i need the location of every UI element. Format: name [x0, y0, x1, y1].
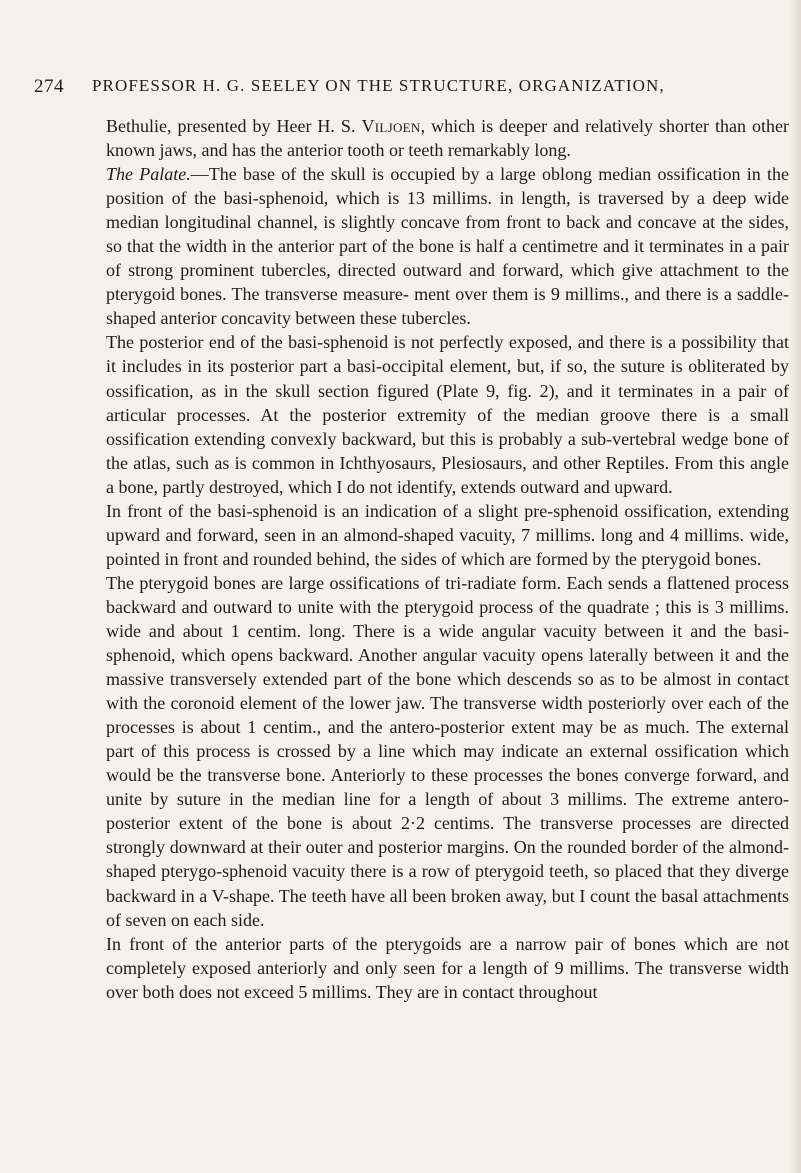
paragraph-4: In front of the basi-sphenoid is an indication of a slight pre-sphenoid ossification, extending upward and forward, seen in an almond-shaped vacuity, 7 millims. long and 4 millims. wide, pointed in front and rounded behind, the sides of which are formed by the pterygoid bones.: [106, 500, 789, 569]
paragraph-6: In front of the anterior parts of the pterygoids are a narrow pair of bones which are not completely exposed anteriorly and only seen for a length of 9 millims. The transverse width over both does not exceed 5 millims. They are in contact throughout: [106, 933, 789, 1002]
body-text: [106, 114, 789, 1004]
paragraph-1-name: Viljoen: [361, 116, 421, 136]
running-head-title: PROFESSOR H. G. SEELEY ON THE STRUCTURE, ORGANIZATION,: [92, 76, 665, 95]
paragraph-3: The posterior end of the basi-sphenoid is not perfectly exposed, and there is a possibility that it includes in its posterior part a basi-occipital element, but, if so, the suture is obliterated by ossification, as in the skull section figured (Plate 9, fig. 2), and it terminates in a pair of articular processes. At the posterior extremity of the median groove there is a small ossification extending convexly backward, but this is probably a sub-vertebral wedge bone of the atlas, such as is common in Ichthyosaurs, Plesiosaurs, and other Reptiles. From this angle a bone, partly destroyed, which I do not identify, extends outward and upward.: [106, 332, 789, 497]
paragraph-5: The pterygoid bones are large ossifications of tri-radiate form. Each sends a flattened process backward and outward to unite with the pterygoid process of the quadrate ; this is 3 millims. wide and about 1 centim. long. There is a wide angular vacuity between it and the basi-sphenoid, which opens backward. Another angular vacuity opens laterally between it and the massive transversely extended part of the bone which descends so as to be almost in contact with the coronoid element of the lower jaw. The transverse width posteriorly over each of the processes is about 1 centim., and the antero-posterior extent may be as much. The external part of this process is crossed by a line which may indicate an external ossification which would be the transverse bone. Anteriorly to these processes the bones converge forward, and unite by suture in the median line for a length of about 3 millims. The extreme antero- posterior extent of the bone is about 2·2 centims. The transverse processes are directed strongly downward at their outer and posterior margins. On the rounded border of the almond-shaped pterygo-sphenoid vacuity there is a row of pterygoid teeth, so placed that they diverge backward in a V-shape. The teeth have all been broken away, but I count the basal attachments of seven on each side.: [106, 572, 789, 930]
paragraph-2-text: —The base of the skull is occupied by a large oblong median ossification in the position of the basi-sphenoid, which is 13 millims. in length, is traversed by a deep wide median longitudinal channel, is slightly concave from front to back and concave at the sides, so that the width in the anterior part of the bone is half a centimetre and it terminates in a pair of strong prominent tubercles, directed outward and forward, which give attachment to the pterygoid bones. The transverse measure- ment over them is 9 millims., and there is a saddle-shaped anterior concavity between these tubercles.: [106, 164, 790, 329]
paragraph-1-pre: Bethulie, presented by Heer H. S.: [106, 116, 362, 136]
paragraph-1: [106, 114, 789, 162]
page-number: 274: [34, 76, 64, 97]
section-heading-palate: The Palate.: [106, 164, 191, 185]
paragraph-2: [106, 162, 789, 330]
page-edge-shadow: [789, 0, 801, 1173]
running-head: [34, 76, 764, 100]
paragraph-1-post: , which is deeper and relatively shorter than other known jaws, and has the anterior tooth or teeth remarkably long.: [106, 116, 789, 161]
